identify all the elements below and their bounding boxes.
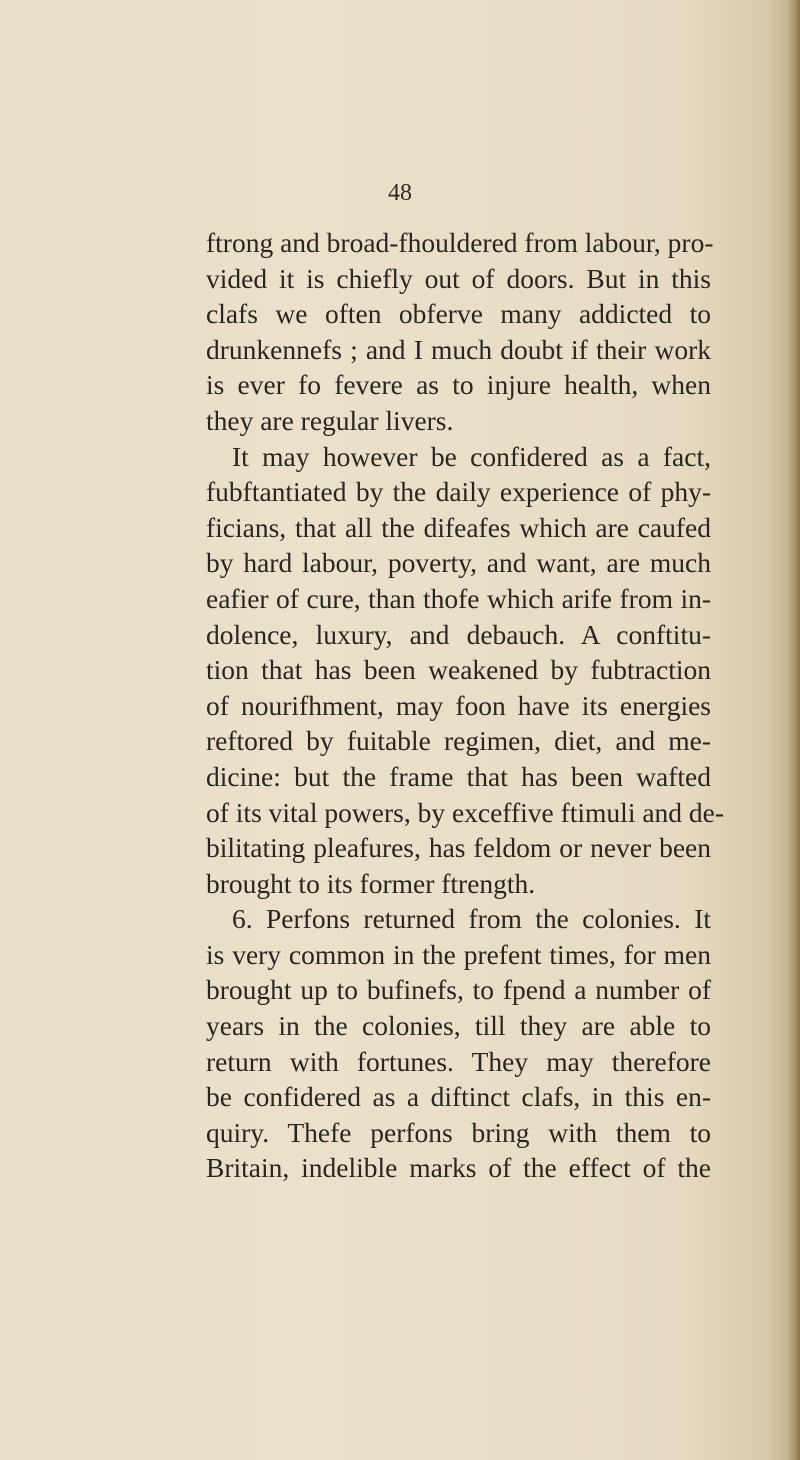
text-line: ficians, that all the difeafes which are caufed	[206, 511, 711, 543]
text-line: brought up to bufinefs, to fpend a number of	[206, 974, 711, 1006]
text-line: 6. Perfons returned from the colonies. It	[232, 903, 711, 935]
text-line: vided it is chiefly out of doors. But in this	[206, 262, 711, 294]
text-line: by hard labour, poverty, and want, are much	[206, 547, 711, 579]
text-line: Britain, indelible marks of the effect of the	[206, 1152, 711, 1184]
page-number: 48	[388, 180, 412, 206]
text-line: eafier of cure, than thofe which arife from in-	[206, 582, 711, 614]
text-line: of its vital powers, by exceffive ftimuli and de-	[206, 796, 725, 828]
text-line: of nourifhment, may foon have its energies	[206, 689, 711, 721]
text-line: tion that has been weakened by fubtraction	[206, 654, 711, 686]
text-line: It may however be confidered as a fact,	[232, 440, 711, 472]
page-edge-shadow	[788, 0, 800, 1460]
text-line: dolence, luxury, and debauch. A conftitu-	[206, 618, 711, 650]
text-line: years in the colonies, till they are able to	[206, 1010, 711, 1042]
text-line: reftored by fuitable regimen, diet, and me-	[206, 725, 711, 757]
text-line: be confidered as a diftinct clafs, in this en-	[206, 1081, 711, 1113]
text-line: return with fortunes. They may therefore	[206, 1045, 711, 1077]
text-line: brought to its former ftrength.	[206, 867, 536, 899]
text-line: ftrong and broad-fhouldered from labour, pro-	[206, 227, 714, 258]
text-line: fubftantiated by the daily experience of phy-	[206, 476, 711, 508]
body-text	[206, 225, 725, 1186]
text-line: dicine: but the frame that has been wafted	[206, 760, 711, 792]
text-line: is ever fo fevere as to injure health, when	[206, 369, 711, 401]
text-line: is very common in the prefent times, for men	[206, 938, 711, 970]
text-line: they are regular livers.	[206, 404, 454, 436]
text-line: clafs we often obferve many addicted to	[206, 298, 711, 330]
text-line: drunkennefs ; and I much doubt if their work	[206, 333, 711, 365]
text-line: bilitating pleafures, has feldom or never been	[206, 832, 711, 864]
text-line: quiry. Thefe perfons bring with them to	[206, 1116, 711, 1148]
